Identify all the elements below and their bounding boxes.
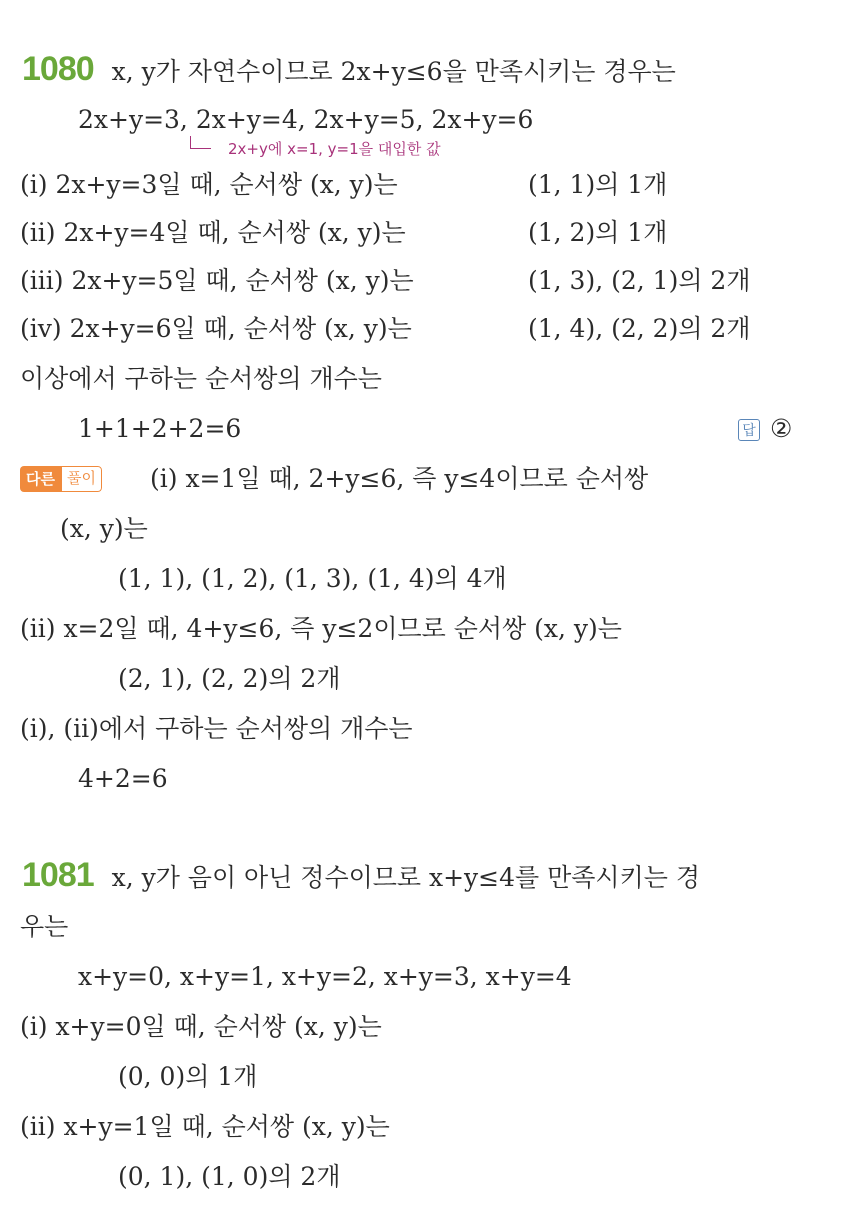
conclusion-text: 이상에서 구하는 순서쌍의 개수는 bbox=[20, 364, 382, 393]
problem-number: 1081 bbox=[22, 856, 94, 894]
case-2-pairs: (0, 1), (1, 0)의 2개 bbox=[118, 1162, 341, 1191]
alt-line-6: (i), (ii)에서 구하는 순서쌍의 개수는 bbox=[20, 714, 413, 743]
case-1-label: (i) 2x+y=3일 때, 순서쌍 (x, y)는 bbox=[20, 170, 398, 199]
alt-line-5: (2, 1), (2, 2)의 2개 bbox=[118, 664, 341, 693]
equation-list: 2x+y=3, 2x+y=4, 2x+y=5, 2x+y=6 bbox=[78, 105, 534, 134]
case-3-label: (iii) 2x+y=5일 때, 순서쌍 (x, y)는 bbox=[20, 266, 414, 295]
problem-1080-header bbox=[22, 52, 676, 89]
answer-value: ② bbox=[770, 414, 793, 443]
answer-icon: 답 bbox=[738, 419, 760, 441]
problem-intro: x, y가 자연수이므로 2x+y≤6을 만족시키는 경우는 bbox=[111, 57, 676, 86]
alt-badge-label: 다른 bbox=[20, 466, 61, 492]
problem-intro: x, y가 음이 아닌 정수이므로 x+y≤4를 만족시키는 경 bbox=[111, 863, 700, 892]
alt-line-2: (x, y)는 bbox=[60, 514, 148, 543]
sum-expression: 1+1+2+2=6 bbox=[78, 414, 242, 443]
problem-number: 1080 bbox=[22, 50, 94, 88]
case-1-label: (i) x+y=0일 때, 순서쌍 (x, y)는 bbox=[20, 1012, 382, 1041]
alt-line-4: (ii) x=2일 때, 4+y≤6, 즉 y≤2이므로 순서쌍 (x, y)는 bbox=[20, 614, 622, 643]
case-3-pairs: (1, 3), (2, 1)의 2개 bbox=[528, 266, 751, 295]
alt-line-7: 4+2=6 bbox=[78, 764, 168, 793]
alt-line-1: (i) x=1일 때, 2+y≤6, 즉 y≤4이므로 순서쌍 bbox=[150, 464, 649, 493]
case-4-pairs: (1, 4), (2, 2)의 2개 bbox=[528, 314, 751, 343]
problem-1081-header bbox=[22, 858, 700, 895]
case-2-pairs: (1, 2)의 1개 bbox=[528, 218, 668, 247]
note-bracket bbox=[190, 136, 211, 149]
alt-solution-badge bbox=[20, 466, 102, 492]
substitution-note: 2x+y에 x=1, y=1을 대입한 값 bbox=[228, 140, 441, 158]
case-2-label: (ii) x+y=1일 때, 순서쌍 (x, y)는 bbox=[20, 1112, 390, 1141]
problem-intro-continued: 우는 bbox=[20, 912, 69, 941]
case-2-label: (ii) 2x+y=4일 때, 순서쌍 (x, y)는 bbox=[20, 218, 406, 247]
alt-line-3: (1, 1), (1, 2), (1, 3), (1, 4)의 4개 bbox=[118, 564, 507, 593]
case-1-pairs: (1, 1)의 1개 bbox=[528, 170, 668, 199]
case-4-label: (iv) 2x+y=6일 때, 순서쌍 (x, y)는 bbox=[20, 314, 412, 343]
equation-list: x+y=0, x+y=1, x+y=2, x+y=3, x+y=4 bbox=[78, 962, 572, 991]
alt-badge-sub: 풀이 bbox=[61, 466, 102, 492]
case-1-pairs: (0, 0)의 1개 bbox=[118, 1062, 258, 1091]
